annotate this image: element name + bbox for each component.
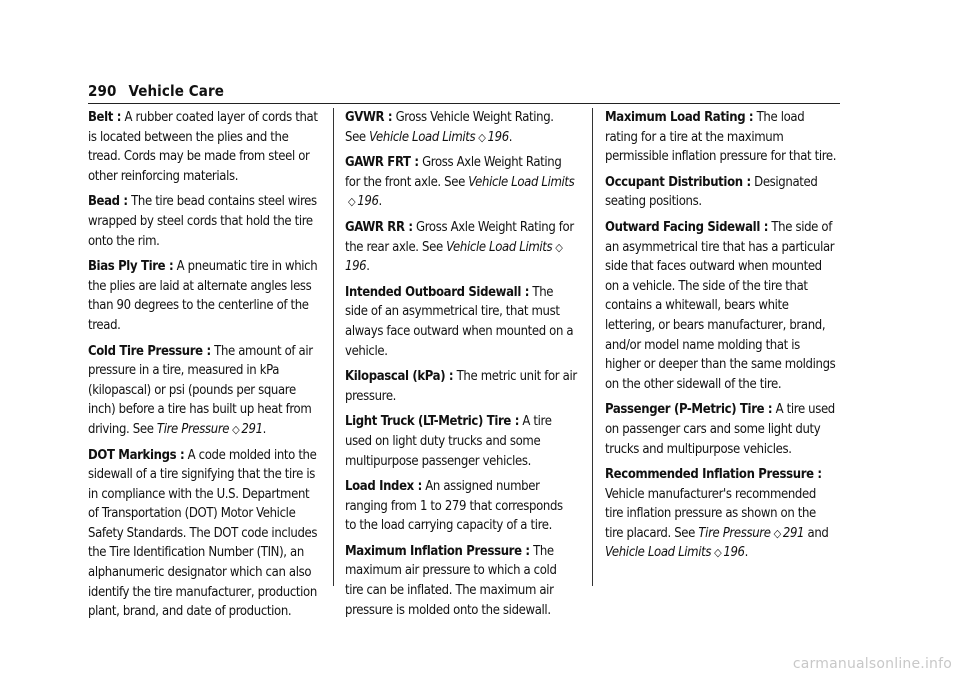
cross-reference-page[interactable]: 196: [345, 259, 367, 275]
glossary-definition: The tire bead contains steel wires wrapped by steel cords that hold the tire onto the rim.: [88, 194, 317, 249]
glossary-term: Passenger (P-Metric) Tire :: [605, 402, 773, 418]
glossary-entry: [88, 108, 320, 186]
page-reference-arrow-icon: ◇: [555, 240, 563, 254]
glossary-term: GAWR FRT :: [345, 155, 419, 171]
glossary-term: Maximum Inflation Pressure :: [345, 543, 530, 559]
glossary-term: Load Index :: [345, 479, 422, 495]
glossary-term: Maximum Load Rating :: [605, 110, 754, 125]
glossary-entry: [345, 108, 577, 147]
glossary-definition: A pneumatic tire in which the plies are laid at alternate angles less than 90 degrees to the centerline of the tread.: [88, 259, 318, 333]
text-column-1: [88, 108, 320, 628]
glossary-entry: [88, 342, 320, 440]
page-reference-arrow-icon: ◇: [773, 526, 781, 540]
cross-reference-page[interactable]: 196: [357, 194, 379, 210]
glossary-definition: The metric unit for air pressure.: [345, 369, 577, 404]
page-header: [88, 82, 224, 100]
glossary-entry: [605, 173, 837, 212]
watermark: carmanualsonline.info: [792, 656, 952, 672]
glossary-definition: An assigned number ranging from 1 to 279 that corresponds to the load carrying capacity of a tire.: [345, 479, 563, 534]
entry-tail: .: [366, 259, 370, 275]
glossary-entry: [605, 108, 837, 167]
glossary-entry: [345, 412, 577, 471]
entry-tail: .: [508, 129, 513, 145]
glossary-entry: [605, 400, 837, 459]
cross-reference-page[interactable]: 291: [782, 525, 805, 541]
glossary-term: Kilopascal (kPa) :: [345, 369, 454, 385]
glossary-entry: [605, 465, 837, 563]
glossary-term: DOT Markings :: [88, 447, 185, 463]
glossary-definition: A tire used on passenger cars and some light duty trucks and multipurpose vehicles.: [605, 402, 835, 457]
cross-reference-link[interactable]: Tire Pressure: [156, 421, 230, 437]
glossary-entry: [345, 283, 577, 361]
glossary-term: Occupant Distribution :: [605, 174, 751, 190]
glossary-definition: Vehicle manufacturer's recommended tire inflation pressure as shown on the tire placard. See: [605, 486, 816, 541]
entry-tail: .: [378, 194, 382, 210]
cross-reference-page[interactable]: 196: [723, 545, 745, 561]
glossary-entry: [345, 218, 577, 277]
page-reference-arrow-icon: ◇: [714, 546, 722, 560]
glossary-term: Bead :: [88, 194, 128, 210]
glossary-term: Belt :: [88, 110, 122, 125]
glossary-entry: [345, 542, 577, 620]
glossary-term: Cold Tire Pressure :: [88, 343, 211, 359]
page-reference-arrow-icon: ◇: [348, 195, 356, 209]
cross-reference-link[interactable]: Vehicle Load Limits: [446, 239, 553, 255]
cross-reference-page[interactable]: 196: [487, 129, 509, 145]
glossary-definition: Gross Axle Weight Rating for the front axle. See: [345, 155, 562, 190]
glossary-term: Bias Ply Tire :: [88, 259, 174, 275]
glossary-definition: The side of an asymmetrical tire, that must always face outward when mounted on a vehicle.: [345, 284, 574, 359]
glossary-definition: Gross Axle Weight Rating for the rear axle. See: [345, 219, 574, 255]
glossary-entry: [605, 218, 837, 394]
glossary-term: Outward Facing Sidewall :: [605, 219, 769, 235]
entry-tail: .: [262, 421, 267, 437]
page-number: 290: [88, 82, 117, 100]
glossary-definition: Gross Vehicle Weight Rating. See: [345, 110, 554, 145]
column-divider-2: [592, 108, 593, 586]
column-divider-1: [333, 108, 334, 586]
entry-tail: .: [744, 545, 749, 561]
text-column-3: [605, 108, 837, 569]
glossary-term: GAWR RR :: [345, 219, 413, 235]
glossary-definition: The load rating for a tire at the maximum permissible inflation pressure for that tire.: [605, 110, 837, 165]
glossary-entry: [88, 446, 320, 622]
text-column-2: [345, 108, 577, 626]
section-title: Vehicle Care: [128, 82, 224, 100]
reference-joiner: and: [804, 525, 829, 541]
glossary-entry: [345, 477, 577, 536]
cross-reference-link[interactable]: Vehicle Load Limits: [369, 129, 476, 145]
cross-reference-link[interactable]: Vehicle Load Limits: [468, 174, 575, 190]
glossary-definition: A code molded into the sidewall of a tire signifying that the tire is in compliance with the U.S. Department of Transportation (DOT) Motor Vehicle Safety Standards. The DOT code includes the Tire Identification Number (TIN), an alphanumeric designator which can also identify the tire manufacturer, production plant, brand, and date of production.: [88, 447, 318, 620]
glossary-definition: The side of an asymmetrical tire that has a particular side that faces outward when mounted on a vehicle. The side of the tire that contains a whitewall, bears white lettering, or bears manufacturer, brand, and/or model name molding that is higher or deeper than the same moldings on the other sidewall of the tire.: [605, 219, 836, 392]
page-reference-arrow-icon: ◇: [478, 130, 486, 144]
page-reference-arrow-icon: ◇: [232, 422, 240, 436]
cross-reference-link[interactable]: Tire Pressure: [698, 525, 771, 541]
glossary-entry: [345, 153, 577, 212]
glossary-definition: A rubber coated layer of cords that is located between the plies and the tread. Cords may be made from steel or other reinforcing materials.: [88, 110, 318, 184]
cross-reference-page[interactable]: 291: [241, 421, 263, 437]
glossary-term: Intended Outboard Sidewall :: [345, 284, 530, 300]
glossary-term: Recommended Inflation Pressure :: [605, 467, 822, 483]
glossary-definition: A tire used on light duty trucks and some multipurpose passenger vehicles.: [345, 414, 552, 469]
glossary-term: Light Truck (LT-Metric) Tire :: [345, 414, 520, 430]
glossary-entry: [88, 257, 320, 335]
glossary-entry: [345, 367, 577, 406]
header-rule: [88, 103, 840, 104]
glossary-definition: The amount of air pressure in a tire, measured in kPa (kilopascal) or psi (pounds per square inch) before a tire has built up heat from driving. See: [88, 343, 313, 437]
glossary-term: GVWR :: [345, 110, 393, 125]
glossary-entry: [88, 192, 320, 251]
glossary-definition: The maximum air pressure to which a cold tire can be inflated. The maximum air pressure is molded onto the sidewall.: [345, 543, 557, 618]
cross-reference-link[interactable]: Vehicle Load Limits: [605, 545, 712, 561]
glossary-definition: Designated seating positions.: [605, 174, 818, 210]
